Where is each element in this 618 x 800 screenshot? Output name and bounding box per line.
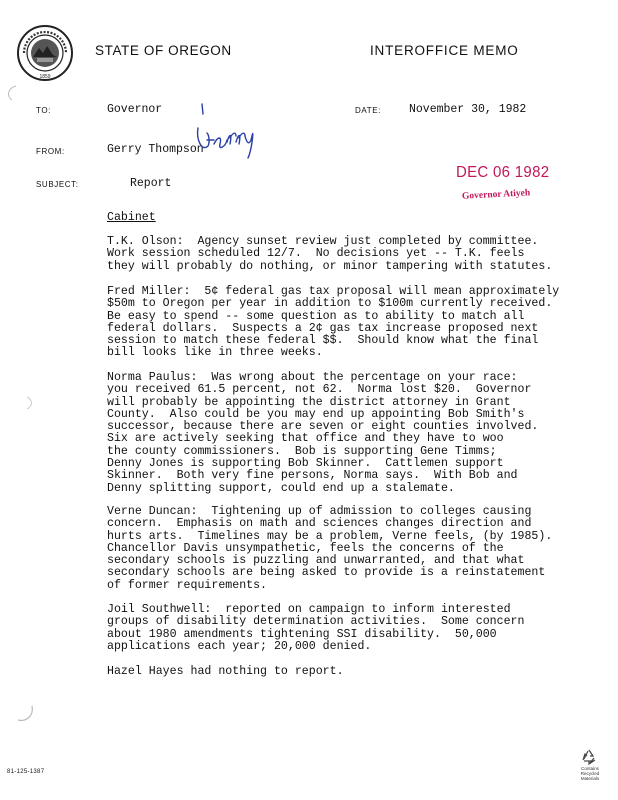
document-type: INTEROFFICE MEMO [370, 43, 519, 58]
to-value: Governor [107, 103, 163, 116]
paragraph-olson: T.K. Olson: Agency sunset review just completed by committee. Work session scheduled 12/7. No decisions yet -- T.K. feels they will probably do nothing, or minor tampering with statutes. [107, 235, 553, 273]
section-title: Cabinet [107, 211, 156, 224]
svg-text:1859: 1859 [39, 74, 51, 80]
handwritten-signature [194, 100, 266, 162]
paragraph-duncan: Verne Duncan: Tightening up of admission to colleges causing concern. Emphasis on math and sciences changes direction and hurts arts. Timelines may be a problem, Verne feels, (by 1985). Chancellor Davis unsympathetic, feels the concerns of the secondary schools is puzzling and unwarranted, and that what secondary schools are being asked to provide is a reinstatement of former requirements. [107, 505, 553, 592]
paragraph-southwell: Joil Southwell: reported on campaign to inform interested groups of disability determination activities. Some concern about 1980 amendments tightening SSI disability. 50,000 applications each year; 20,000 denied. [107, 603, 525, 653]
punch-mark-bottom [14, 704, 36, 724]
subject-label: SUBJECT: [36, 180, 79, 189]
agency-name: STATE OF OREGON [95, 43, 232, 58]
form-code: 81-125-1387 [7, 769, 45, 775]
punch-mark-middle [24, 395, 36, 411]
state-seal-logo [16, 24, 74, 82]
punch-mark-top [4, 84, 20, 102]
from-value: Gerry Thompson [107, 143, 204, 156]
subject-value: Report [130, 177, 172, 190]
recycle-label: Contains Recycled Materials [580, 766, 600, 781]
recycle-icon [580, 748, 598, 766]
date-label: DATE: [355, 106, 381, 115]
paragraph-hayes: Hazel Hayes had nothing to report. [107, 665, 344, 678]
received-office-stamp: Governor Atiyeh [461, 188, 531, 202]
paragraph-paulus: Norma Paulus: Was wrong about the percentage on your race: you received 61.5 percent, not 62. Norma lost $20. Governor will probably be appointing the district attorney in Grant County. Also could be you may end up appointing Bob Smith's successor, because there are seven or eight counties involved. Six are actively seeking that office and they have to woo the county commissioners. Bob is supporting Gene Timms; Denny Jones is supporting Bob Skinner. Cattlemen support Skinner. Both very fine persons, Norma says. With Bob and Denny splitting support, could end up a stalemate. [107, 371, 539, 495]
date-value: November 30, 1982 [409, 103, 527, 116]
to-label: TO: [36, 106, 51, 115]
paragraph-miller: Fred Miller: 5¢ federal gas tax proposal will mean approximately $50m to Oregon per year in addition to $100m currently received. Be easy to spend -- some question as to ability to match all federal dollars. Suspects a 2¢ gas tax increase proposed next session to match these federal $$. Should know what the final bill looks like in three weeks. [107, 285, 560, 360]
received-date-stamp: DEC 06 1982 [456, 163, 550, 182]
from-label: FROM: [36, 147, 65, 156]
